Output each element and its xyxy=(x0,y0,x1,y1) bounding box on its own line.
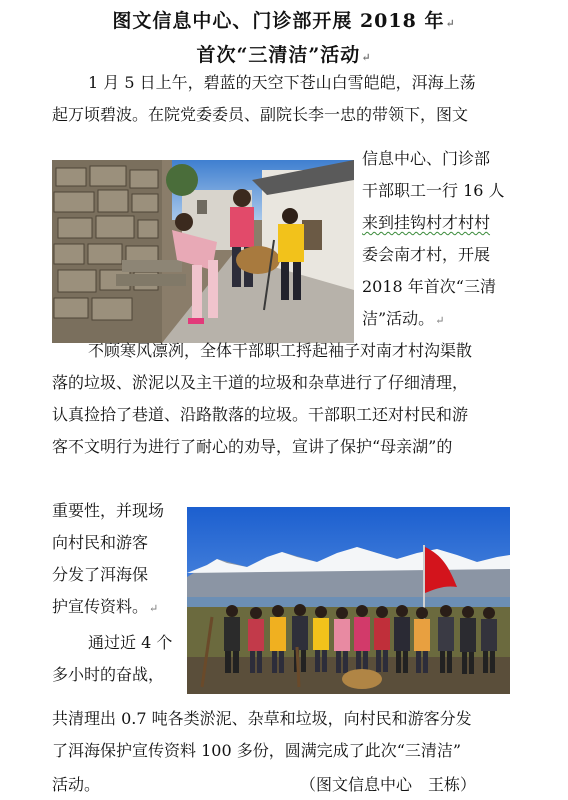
paragraph-2-wrap-line-1: 重要性，并现场 xyxy=(52,501,165,520)
paragraph-3-wrap-line-1: 通过近 4 个 xyxy=(88,633,173,652)
paragraph-1-wrap-line-3: 来到挂钩村才村村 xyxy=(362,213,491,232)
title-line-2: 首次“三清洁”活动↵ xyxy=(196,44,372,66)
group-photo-image xyxy=(187,507,510,694)
paragraph-2-line-3: 认真捡拾了巷道、沿路散落的垃圾。干部职工还对村民和游 xyxy=(52,405,469,424)
paragraph-3-wrap-line-2: 多小时的奋战， xyxy=(52,665,165,684)
paragraph-1-wrap-line-4: 委会南才村，开展 xyxy=(362,245,491,264)
paragraph-2-line-2: 落的垃圾、淤泥以及主干道的垃圾和杂草进行了仔细清理， xyxy=(52,373,469,392)
paragraph-1-wrap-line-5: 2018 年首次“三清 xyxy=(362,277,496,296)
paragraph-3-line-2: 了洱海保护宣传资料 100 多份，圆满完成了此次“三清洁” xyxy=(52,741,462,760)
paragraph-1-wrap-line-6: 洁”活动。↵ xyxy=(362,309,445,328)
village-cleanup-image xyxy=(52,160,354,343)
title-line-1: 图文信息中心、门诊部开展 2018 年↵ xyxy=(112,10,456,32)
photo-village-cleanup xyxy=(52,160,354,343)
paragraph-1-line-2: 起万顷碧波。在院党委委员、副院长李一忠的带领下，图文 xyxy=(52,105,469,124)
paragraph-1-line-1: 1 月 5 日上午，碧蓝的天空下苍山白雪皑皑，洱海上荡 xyxy=(88,73,476,92)
paragraph-3-line-1: 共清理出 0.7 吨各类淤泥、杂草和垃圾，向村民和游客分发 xyxy=(52,709,472,728)
paragraph-2-wrap-line-2: 向村民和游客 xyxy=(52,533,149,552)
paragraph-3-line-3: 活动。 xyxy=(52,775,101,794)
paragraph-2-line-1: 不顾寒风凛冽，全体干部职工捋起袖子对南才村沟渠散 xyxy=(88,341,473,360)
author-credit: （图文信息中心 王栋） xyxy=(300,775,477,794)
paragraph-1-wrap-line-2: 干部职工一行 16 人 xyxy=(362,181,505,200)
paragraph-2-line-4: 客不文明行为进行了耐心的劝导，宣讲了保护“母亲湖”的 xyxy=(52,437,453,456)
photo-group-with-flag xyxy=(187,507,510,694)
paragraph-2-wrap-line-3: 分发了洱海保 xyxy=(52,565,149,584)
paragraph-2-wrap-line-4: 护宣传资料。↵ xyxy=(52,597,159,616)
paragraph-1-wrap-line-1: 信息中心、门诊部 xyxy=(362,149,491,168)
